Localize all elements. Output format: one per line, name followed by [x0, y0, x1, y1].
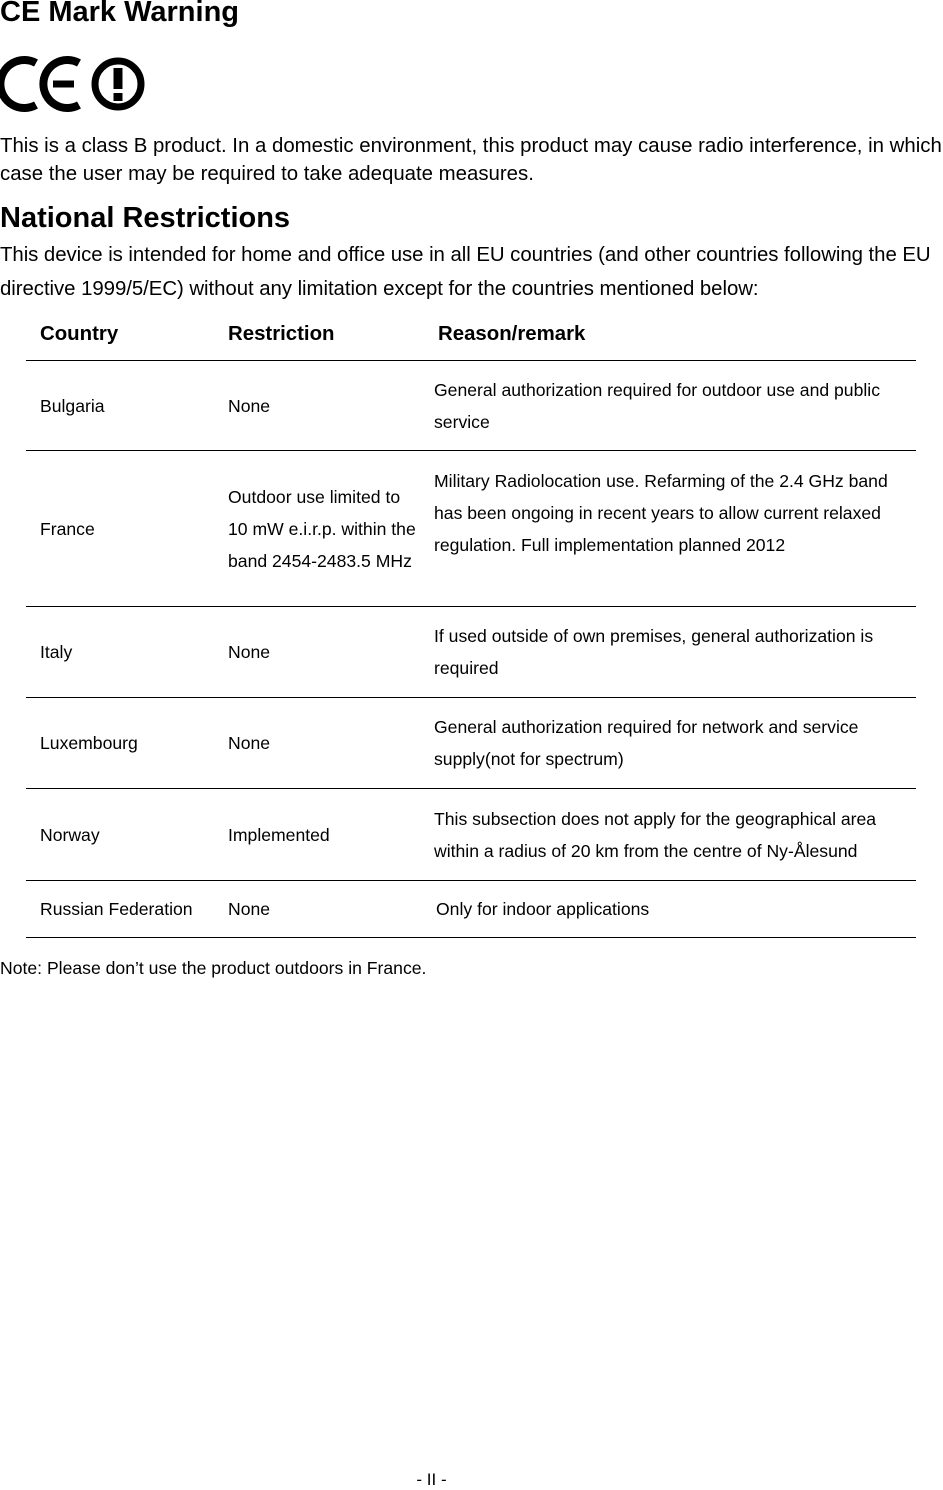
ce-mark-icon — [0, 56, 86, 112]
reason-cell: Only for indoor applications — [424, 881, 916, 938]
ce-mark-heading: CE Mark Warning — [0, 0, 240, 28]
restriction-cell: None — [214, 607, 424, 698]
column-header-restriction: Restriction — [228, 322, 335, 345]
france-note: Note: Please don’t use the product outdoors in France. — [0, 958, 427, 978]
reason-cell: This subsection does not apply for the geographical area within a radius of 20 km from the centre of Ny-Ålesund — [424, 789, 916, 881]
restriction-cell: None — [214, 361, 424, 451]
restriction-cell: None — [214, 698, 424, 789]
table-row — [26, 698, 916, 789]
reason-cell: Military Radiolocation use. Refarming of the 2.4 GHz band has been ongoing in recent years to allow current relaxed regulation. Full implementation planned 2012 — [424, 451, 916, 607]
restriction-cell: Outdoor use limited to 10 mW e.i.r.p. within the band 2454-2483.5 MHz — [214, 451, 424, 607]
table-header-row — [26, 308, 916, 361]
country-cell: Italy — [26, 607, 214, 698]
country-cell: Russian Federation — [26, 881, 214, 938]
reason-cell: General authorization required for network and service supply(not for spectrum) — [424, 698, 916, 789]
national-restrictions-paragraph: This device is intended for home and office use in all EU countries (and other countries following the EU directive 1999/5/EC) without any limitation except for the countries mentioned below: — [0, 244, 931, 300]
table-row — [26, 361, 916, 451]
country-cell: Luxembourg — [26, 698, 214, 789]
table-row — [26, 789, 916, 881]
column-header-country: Country — [40, 322, 119, 345]
country-cell: France — [26, 451, 214, 607]
alert-exclamation-icon — [90, 56, 146, 112]
table-row — [26, 881, 916, 938]
column-header-reason: Reason/remark — [438, 322, 586, 345]
restrictions-table — [26, 308, 916, 938]
country-cell: Norway — [26, 789, 214, 881]
ce-class-b-paragraph: This is a class B product. In a domestic environment, this product may cause radio interference, in which case the user may be required to take adequate measures. — [0, 135, 942, 185]
reason-cell: If used outside of own premises, general authorization is required — [424, 607, 916, 698]
page-number: - II - — [416, 1470, 447, 1489]
reason-cell: General authorization required for outdoor use and public service — [424, 361, 916, 451]
table-row — [26, 451, 916, 607]
restriction-cell: None — [214, 881, 424, 938]
national-restrictions-heading: National Restrictions — [0, 202, 291, 234]
restriction-cell: Implemented — [214, 789, 424, 881]
table-row — [26, 607, 916, 698]
country-cell: Bulgaria — [26, 361, 214, 451]
